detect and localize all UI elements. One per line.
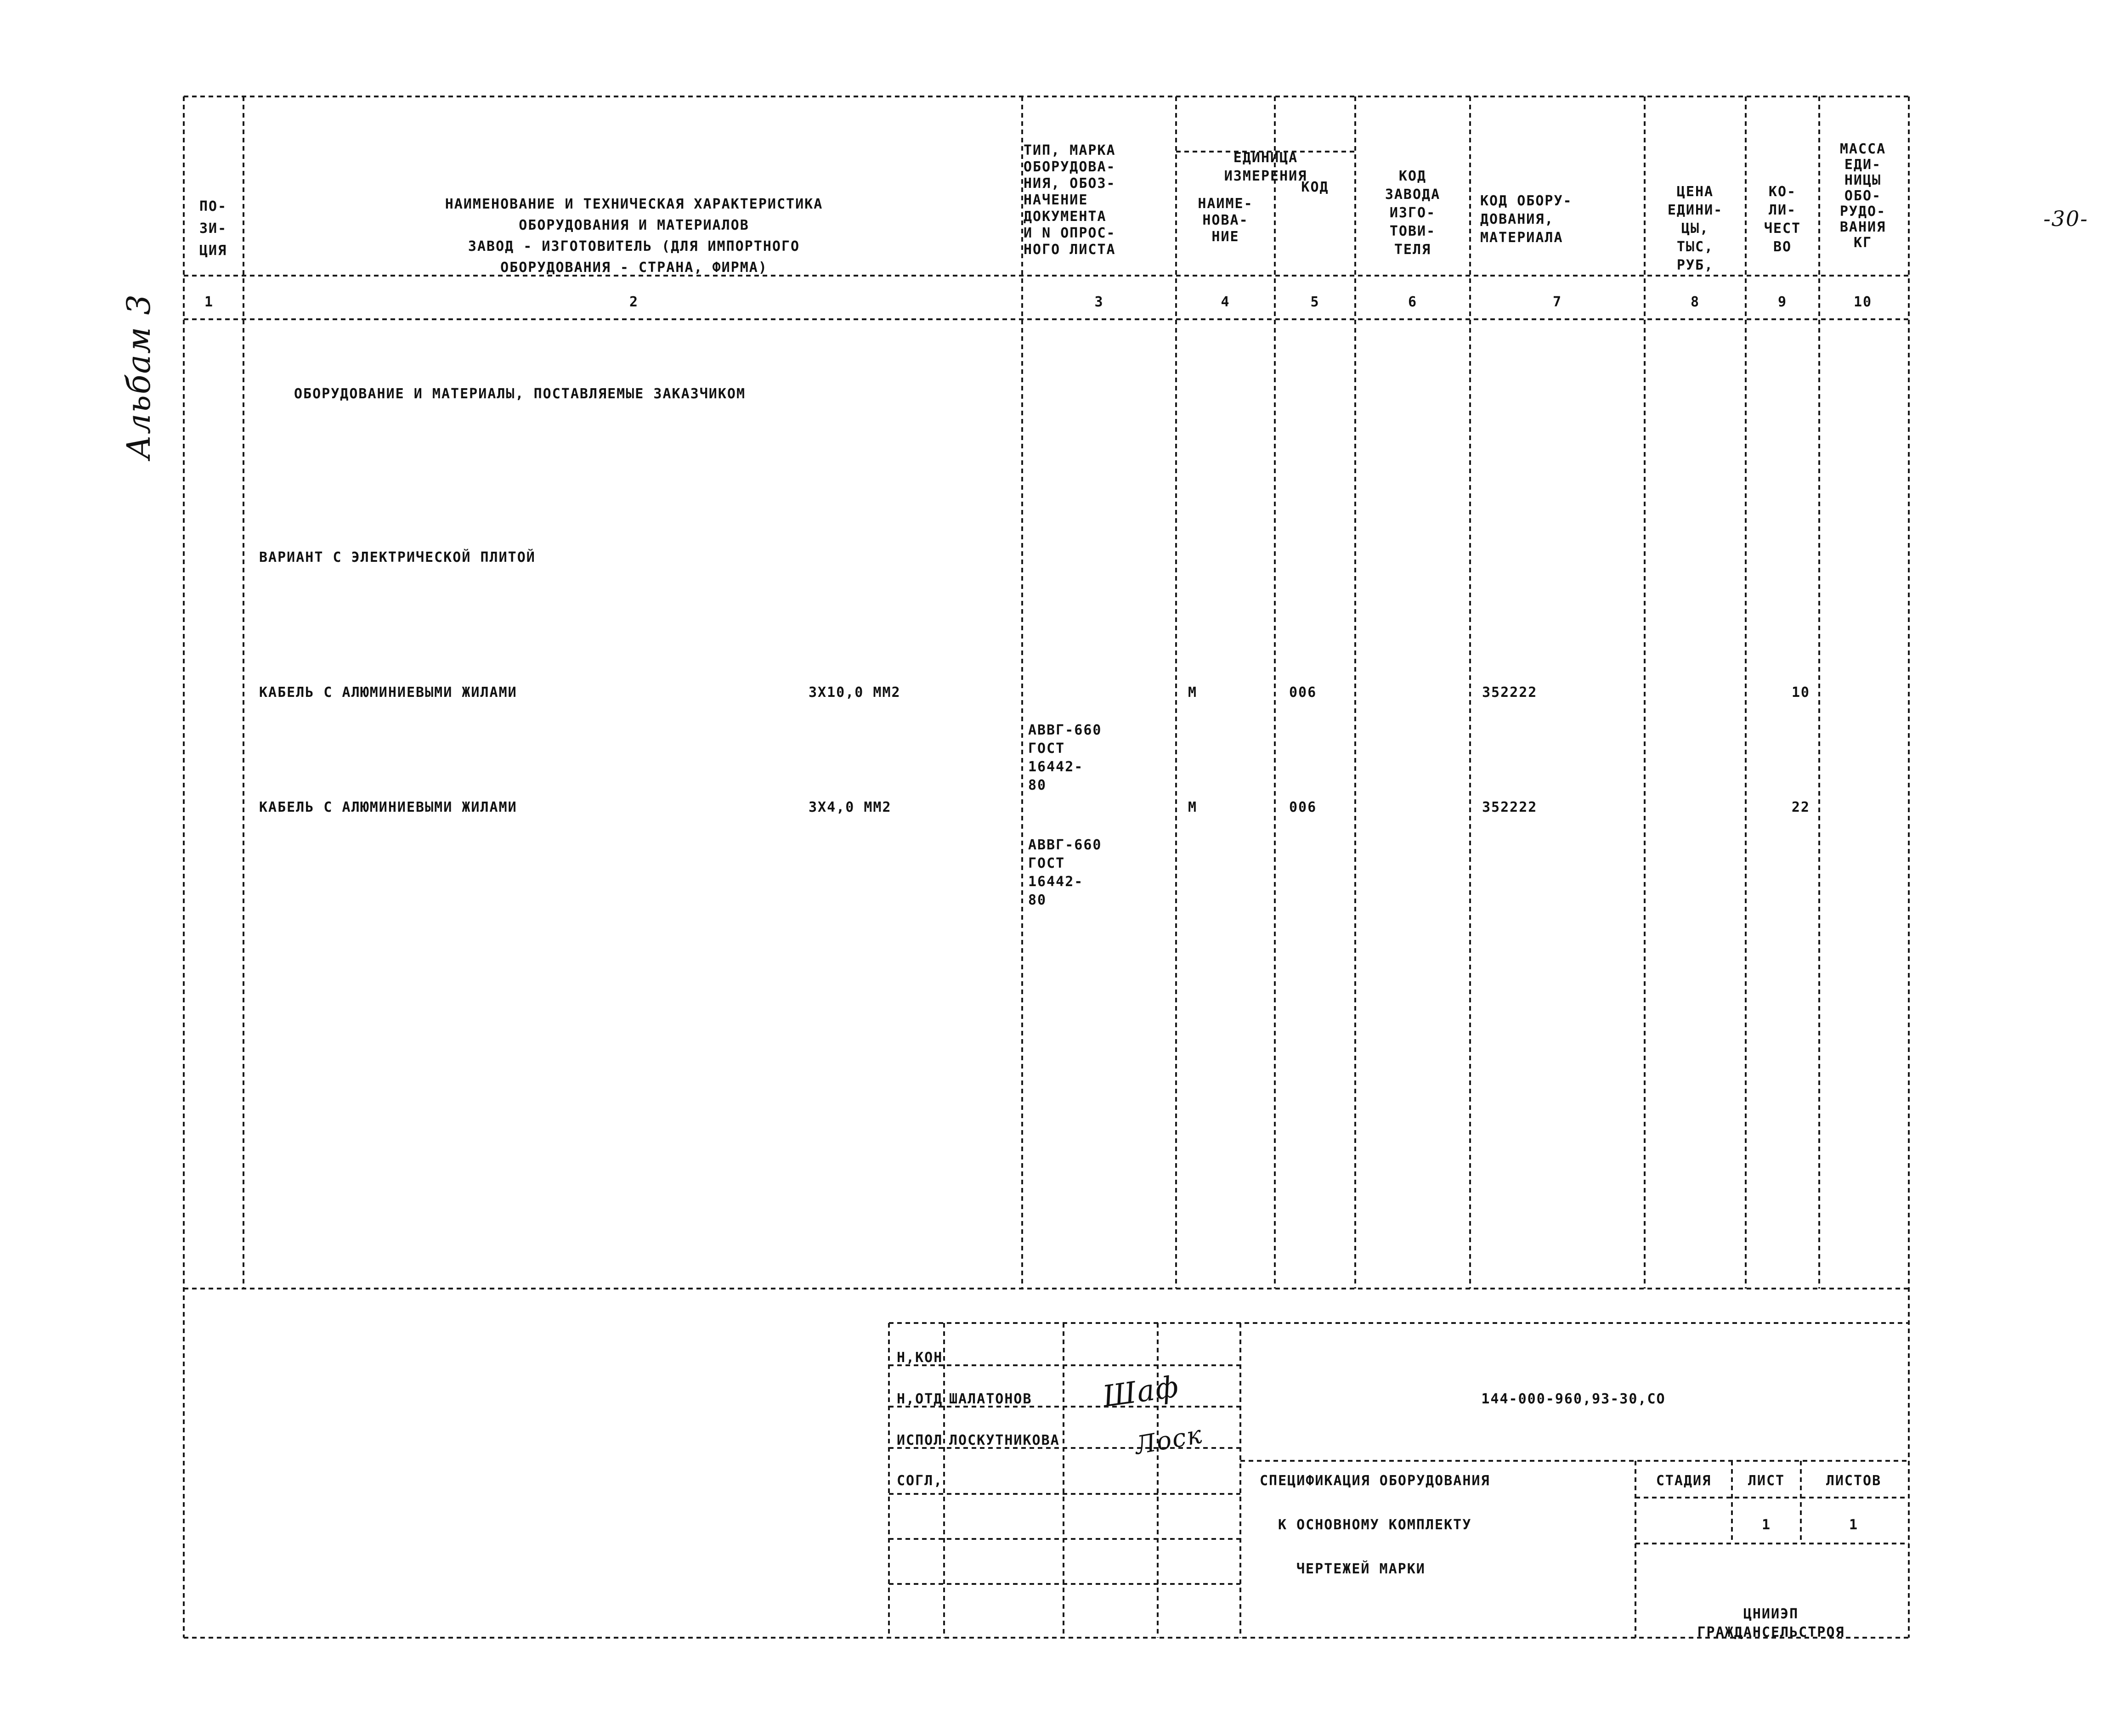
item-material-code: 352222: [1482, 684, 1538, 701]
stamp-name: ШАЛАТОНОВ: [949, 1391, 1032, 1407]
header-position: ПО- ЗИ- ЦИЯ: [199, 198, 227, 259]
margin-note: Альбам 3: [120, 294, 158, 459]
page-number: -30-: [2043, 206, 2088, 231]
header-unit-group: ЕДИНИЦА ИЗМЕРЕНИЯ: [1224, 150, 1307, 184]
document-title: СПЕЦИФИКАЦИЯ ОБОРУДОВАНИЯ: [1260, 1473, 1490, 1489]
document-title: ЧЕРТЕЖЕЙ МАРКИ: [1296, 1561, 1426, 1577]
stamp-role: Н,КОН: [897, 1350, 943, 1366]
item-spec: 3Х4,0 ММ2: [809, 799, 892, 815]
item-unit-code: 006: [1289, 684, 1317, 701]
signature: Шаф: [1100, 1369, 1182, 1414]
section-title: ОБОРУДОВАНИЕ И МАТЕРИАЛЫ, ПОСТАВЛЯЕМЫЕ ЗАКАЗЧИКОМ: [294, 386, 746, 402]
item-material-code: 352222: [1482, 799, 1538, 815]
colnum-3: 3: [1094, 294, 1104, 310]
header-mass: МАССА ЕДИ- НИЦЫ ОБО- РУДО- ВАНИЯ КГ: [1839, 141, 1886, 251]
organization: ЦНИИЭП ГРАЖДАНСЕЛЬСТРОЯ: [1697, 1606, 1845, 1640]
document-title: К ОСНОВНОМУ КОМПЛЕКТУ: [1278, 1517, 1472, 1533]
item-unit: М: [1188, 799, 1198, 815]
item-name: КАБЕЛЬ С АЛЮМИНИЕВЫМИ ЖИЛАМИ: [259, 684, 517, 701]
colnum-10: 10: [1853, 294, 1873, 310]
stage-label: СТАДИЯ: [1656, 1473, 1712, 1489]
sheet-number: 1: [1761, 1517, 1771, 1533]
item-unit: М: [1188, 684, 1198, 701]
document-code: 144-000-960,93-30,СО: [1481, 1391, 1666, 1407]
item-type: АВВГ-660 ГОСТ 16442- 80: [1028, 722, 1102, 793]
item-name: КАБЕЛЬ С АЛЮМИНИЕВЫМИ ЖИЛАМИ: [259, 799, 517, 815]
colnum-6: 6: [1408, 294, 1418, 310]
colnum-1: 1: [204, 294, 214, 310]
sheet-label: ЛИСТ: [1748, 1473, 1785, 1489]
stamp-role: Н,ОТД: [897, 1391, 943, 1407]
colnum-2: 2: [629, 294, 639, 310]
colnum-7: 7: [1552, 294, 1562, 310]
stamp-role: СОГЛ,: [897, 1473, 943, 1489]
header-material-code: КОД ОБОРУ- ДОВАНИЯ, МАТЕРИАЛА: [1480, 193, 1573, 246]
header-name: НАИМЕНОВАНИЕ И ТЕХНИЧЕСКАЯ ХАРАКТЕРИСТИКА ОБОРУДОВАНИЯ И МАТЕРИАЛОВ ЗАВОД - ИЗГОТОВИТЕЛЬ (ДЛЯ ИМПОРТНОГО ОБОРУДОВАНИЯ - СТРАНА, ФИРМА): [445, 196, 823, 276]
signature: Лоск: [1132, 1419, 1205, 1460]
item-spec: 3Х10,0 ММ2: [809, 684, 901, 701]
sheets-label: ЛИСТОВ: [1826, 1473, 1882, 1489]
colnum-4: 4: [1221, 294, 1230, 310]
sheets-count: 1: [1849, 1517, 1859, 1533]
item-quantity: 10: [1791, 684, 1810, 701]
stamp-name: ЛОСКУТНИКОВА: [949, 1432, 1060, 1448]
header-unit-name: НАИМЕ- НОВА- НИЕ: [1198, 196, 1253, 245]
variant-title: ВАРИАНТ С ЭЛЕКТРИЧЕСКОЙ ПЛИТОЙ: [259, 549, 536, 565]
colnum-8: 8: [1690, 294, 1700, 310]
colnum-9: 9: [1777, 294, 1788, 310]
header-price: ЦЕНА ЕДИНИ- ЦЫ, ТЫС, РУБ,: [1667, 184, 1723, 273]
item-unit-code: 006: [1289, 799, 1317, 815]
colnum-5: 5: [1310, 294, 1320, 310]
header-unit-code: КОД: [1301, 179, 1329, 195]
item-type: АВВГ-660 ГОСТ 16442- 80: [1028, 837, 1102, 908]
item-quantity: 22: [1791, 799, 1810, 815]
header-type: ТИП, МАРКА ОБОРУДОВА- НИЯ, ОБОЗ- НАЧЕНИЕ ДОКУМЕНТА И N ОПРОС- НОГО ЛИСТА: [1024, 142, 1116, 258]
header-quantity: КО- ЛИ- ЧЕСТ ВО: [1764, 184, 1801, 255]
stamp-role: ИСПОЛ: [897, 1432, 943, 1448]
header-factory-code: КОД ЗАВОДА ИЗГО- ТОВИ- ТЕЛЯ: [1385, 168, 1441, 258]
